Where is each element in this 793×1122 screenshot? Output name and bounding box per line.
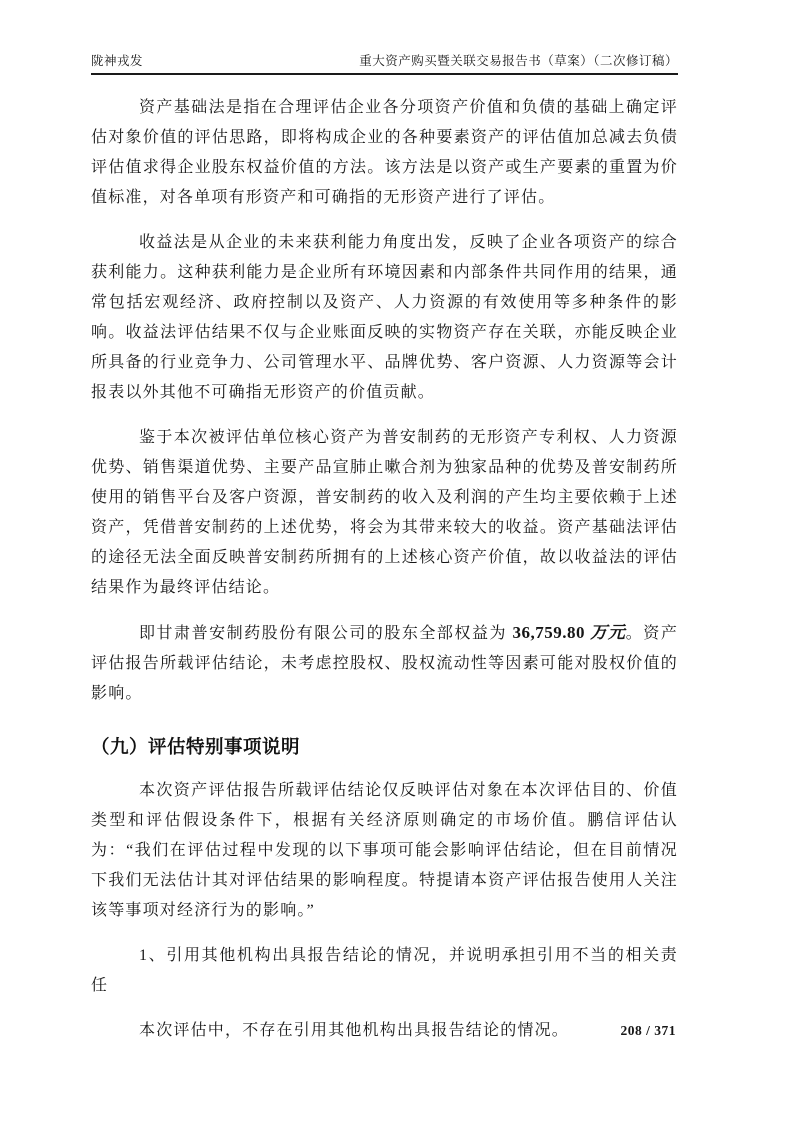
paragraph-income-method: 收益法是从企业的未来获利能力角度出发，反映了企业各项资产的综合获利能力。这种获利能力是企业所有环境因素和内部条件共同作用的结果，通常包括宏观经济、政府控制以及资产、人力资源的有效使用等多种条件的影响。收益法评估结果不仅与企业账面反映的实物资产存在关联，亦能反映企业所具备的行业竞争力、公司管理水平、品牌优势、客户资源、人力资源等会计报表以外其他不可确指无形资产的价值贡献。 (91, 234, 678, 401)
conclusion-prefix: 即甘肃普安制药股份有限公司的股东全部权益为 (139, 625, 513, 642)
paragraph-method-selection: 鉴于本次被评估单位核心资产为普安制药的无形资产专利权、人力资源优势、销售渠道优势、主要产品宣肺止嗽合剂为独家品种的优势及普安制药所使用的销售平台及客户资源，普安制药的收入及利润的产生均主要依赖于上述资产，凭借普安制药的上述优势，将会为其带来较大的收益。资产基础法评估的途径无法全面反映普安制药所拥有的上述核心资产价值，故以收益法的评估结果作为最终评估结论。 (91, 429, 678, 596)
section-heading: （九）评估特别事项说明 (91, 736, 301, 757)
equity-unit: 万元 (585, 623, 626, 642)
header-rule (91, 73, 678, 75)
paragraph-valuation-conclusion (91, 618, 678, 709)
paragraph-item-1-content: 本次评估中，不存在引用其他机构出具报告结论的情况。 (139, 1022, 570, 1039)
running-header-title: 重大资产购买暨关联交易报告书（草案）（二次修订稿） (359, 54, 678, 68)
equity-value: 36,759.80 (512, 623, 586, 642)
conclusion-suffix: 。资产评估报告所载评估结论，未考虑控股权、股权流动性等因素可能对股权价值的影响。 (91, 625, 679, 702)
paragraph-special-matters: 本次资产评估报告所载评估结论仅反映评估对象在本次评估目的、价值类型和评估假设条件下，根据有关经济原则确定的市场价值。鹏信评估认为：“我们在评估过程中发现的以下事项可能会影响评估结论，但在目前情况下我们无法估计其对评估结果的影响程度。特提请本资产评估报告使用人关注该等事项对经济行为的影响。” (91, 782, 678, 919)
running-header-left: 陇神戎发 (91, 54, 144, 68)
page-number: 208 / 371 (620, 1023, 676, 1038)
running-header (91, 52, 678, 70)
page-body (91, 93, 678, 1061)
paragraph-item-1-title: 1、引用其他机构出具报告结论的情况，并说明承担引用不当的相关责任 (91, 947, 678, 994)
paragraph-asset-based-method: 资产基础法是指在合理评估企业各分项资产价值和负债的基础上确定评估对象价值的评估思路，即将构成企业的各种要素资产的评估值加总减去负债评估值求得企业股东权益价值的方法。该方法是以资产或生产要素的重置为价值标准，对各单项有形资产和可确指的无形资产进行了评估。 (91, 99, 678, 206)
